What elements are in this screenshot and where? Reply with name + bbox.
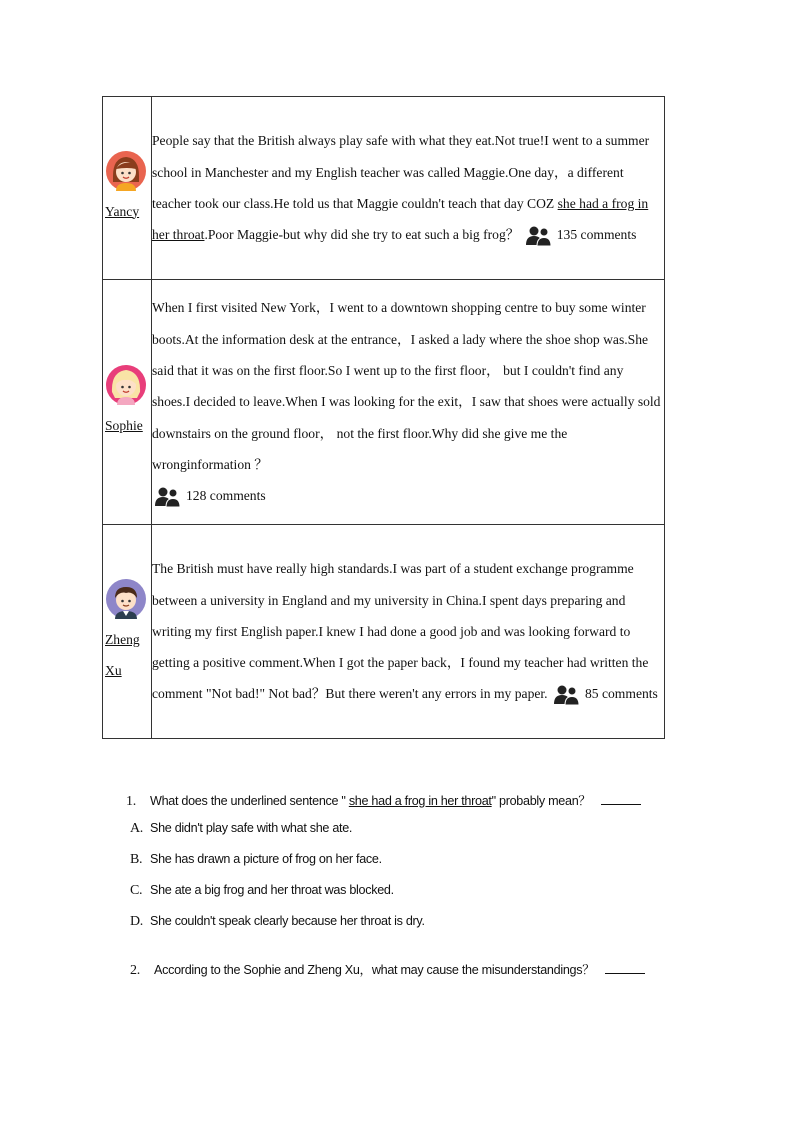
question-number: 2.: [130, 963, 140, 978]
post-row: [103, 97, 665, 280]
question-number: 1.: [126, 794, 136, 809]
answer-blank[interactable]: [601, 792, 641, 805]
people-icon: [154, 486, 182, 508]
comments-count[interactable]: 85 comments: [551, 686, 658, 701]
boy-avatar-icon: [105, 578, 147, 620]
option-c[interactable]: C. She ate a big frog and her throat was blocked.: [130, 883, 394, 898]
question-2: [130, 959, 686, 979]
question-1: [126, 790, 686, 821]
post-row: [103, 280, 665, 525]
user-cell: [103, 280, 152, 525]
question-text: According to the Sophie and Zheng Xu，what may cause the misunderstandings？: [154, 963, 595, 977]
option-a[interactable]: A. She didn't play safe with what she ate.: [130, 821, 353, 836]
people-icon: [525, 225, 553, 247]
user-cell: [103, 525, 152, 739]
post-text: The British must have really high standards.I was part of a student exchange programme between a university in England and my university in China.I spent days preparing and writing my first English paper.I knew I had done a good job and was looking forward to getting a positive comment.When I got the paper back，I found my teacher had written the comment "Not bad!" Not bad？But there weren't any errors in my paper. 85 comments: [152, 525, 665, 739]
username[interactable]: Yancy: [105, 203, 140, 219]
username[interactable]: Zheng Xu: [105, 631, 140, 678]
underlined-sentence: she had a frog in her throat: [348, 794, 492, 808]
post-text: When I first visited New York，I went to a downtown shopping centre to buy some winter boots.At the information desk at the entrance，I asked a lady where the shoe shop was.She said that it was on the first floor.So I went up to the first floor， but I couldn't find any shoes.I decided to leave.When I was looking for the exit，I saw that shoes were actually sold downstairs on the ground floor， not the first floor.Why did she give me the wronginformation ？ 128 comments: [152, 280, 665, 525]
questions-section: [126, 790, 686, 979]
option-d[interactable]: D. She couldn't speak clearly because her throat is dry.: [130, 914, 425, 929]
question-text: What does the underlined sentence " she had a frog in her throat" probably mean？: [150, 794, 591, 808]
post-row: [103, 525, 665, 739]
girl-avatar-icon: [105, 150, 147, 192]
comments-count[interactable]: 135 comments: [523, 227, 637, 242]
people-icon: [553, 684, 581, 706]
username[interactable]: Sophie: [105, 417, 143, 433]
blonde-girl-avatar-icon: [105, 364, 147, 406]
underlined-sentence: she had a frog in her throat: [152, 196, 649, 243]
answer-blank[interactable]: [605, 961, 645, 974]
posts-table: [102, 96, 665, 739]
post-text: People say that the British always play safe with what they eat.Not true!I went to a summer school in Manchester and my English teacher was called Maggie.One day，a different teacher took our class.He told us that Maggie couldn't teach that day COZ she had a frog in her throat.Poor Maggie-but why did she try to eat such a big frog？ 135 comments: [152, 97, 665, 280]
comments-count[interactable]: 128 comments: [152, 488, 266, 503]
user-cell: [103, 97, 152, 280]
option-b[interactable]: B. She has drawn a picture of frog on her face.: [130, 852, 382, 867]
